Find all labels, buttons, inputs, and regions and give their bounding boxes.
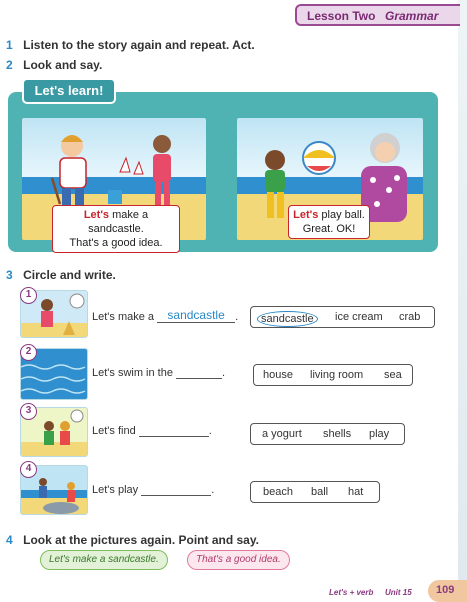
instruction-1 — [6, 36, 255, 54]
option-1-2[interactable]: ice cream — [335, 311, 383, 323]
instruction-3 — [6, 266, 116, 284]
option-3-3[interactable]: play — [369, 428, 390, 440]
footer-unit: Unit 15 — [385, 588, 412, 597]
instruction-text: Look and say. — [23, 58, 103, 72]
exercise-sentence-2: Let's swim in the . — [92, 367, 226, 379]
lesson-label: Lesson Two — [307, 9, 376, 23]
exercise-number-2: 2 — [20, 344, 37, 361]
answer-blank-2[interactable] — [176, 378, 222, 379]
page-edge — [458, 0, 467, 602]
option-4-1[interactable]: beach — [263, 486, 293, 498]
options-box-2 — [253, 364, 413, 386]
speech-bubble-2: Let's play ball. Great. OK! — [288, 205, 370, 239]
instruction-number: 2 — [6, 58, 13, 72]
speech-example-2: That's a good idea. — [187, 550, 290, 570]
footer-topic: Let's + verb — [329, 588, 374, 597]
instruction-text: Look at the pictures again. Point and say. — [23, 533, 259, 547]
answer-text-1: sandcastle — [167, 308, 225, 322]
instruction-2 — [6, 56, 102, 74]
answer-blank-4[interactable] — [141, 495, 211, 496]
exercise-sentence-4: Let's play . — [92, 484, 215, 496]
speech-example-1: Let's make a sandcastle. — [40, 550, 168, 570]
options-box-1 — [250, 306, 435, 328]
lesson-header — [295, 4, 460, 26]
option-4-2[interactable]: ball — [311, 486, 329, 498]
exercise-number-4: 4 — [20, 461, 37, 478]
lesson-title: Grammar — [385, 9, 439, 23]
instruction-text: Circle and write. — [23, 268, 116, 282]
option-1-1[interactable]: sandcastle — [257, 311, 318, 327]
option-2-1[interactable]: house — [263, 369, 293, 381]
options-box-4 — [250, 481, 380, 503]
instruction-4 — [6, 531, 259, 549]
exercise-sentence-1: Let's make a sandcastle . — [92, 308, 239, 323]
exercise-sentence-3: Let's find . — [92, 425, 212, 437]
option-2-2[interactable]: living room — [310, 369, 364, 381]
instruction-number: 3 — [6, 268, 13, 282]
instruction-text: Listen to the story again and repeat. Act. — [23, 38, 255, 52]
exercise-number-3: 3 — [20, 403, 37, 420]
option-3-1[interactable]: a yogurt — [262, 428, 302, 440]
options-box-3 — [250, 423, 405, 445]
option-3-2[interactable]: shells — [323, 428, 352, 440]
option-4-3[interactable]: hat — [348, 486, 364, 498]
answer-blank-1[interactable] — [157, 308, 235, 323]
lets-learn-label: Let's learn! — [22, 78, 116, 104]
option-1-3[interactable]: crab — [399, 311, 421, 323]
instruction-number: 4 — [6, 533, 13, 547]
option-2-3[interactable]: sea — [384, 369, 402, 381]
instruction-number: 1 — [6, 38, 13, 52]
speech-bubble-1: Let's make a sandcastle. That's a good idea. — [52, 205, 180, 253]
answer-blank-3[interactable] — [139, 436, 209, 437]
exercise-number-1: 1 — [20, 287, 37, 304]
page-number: 109 — [436, 584, 455, 596]
